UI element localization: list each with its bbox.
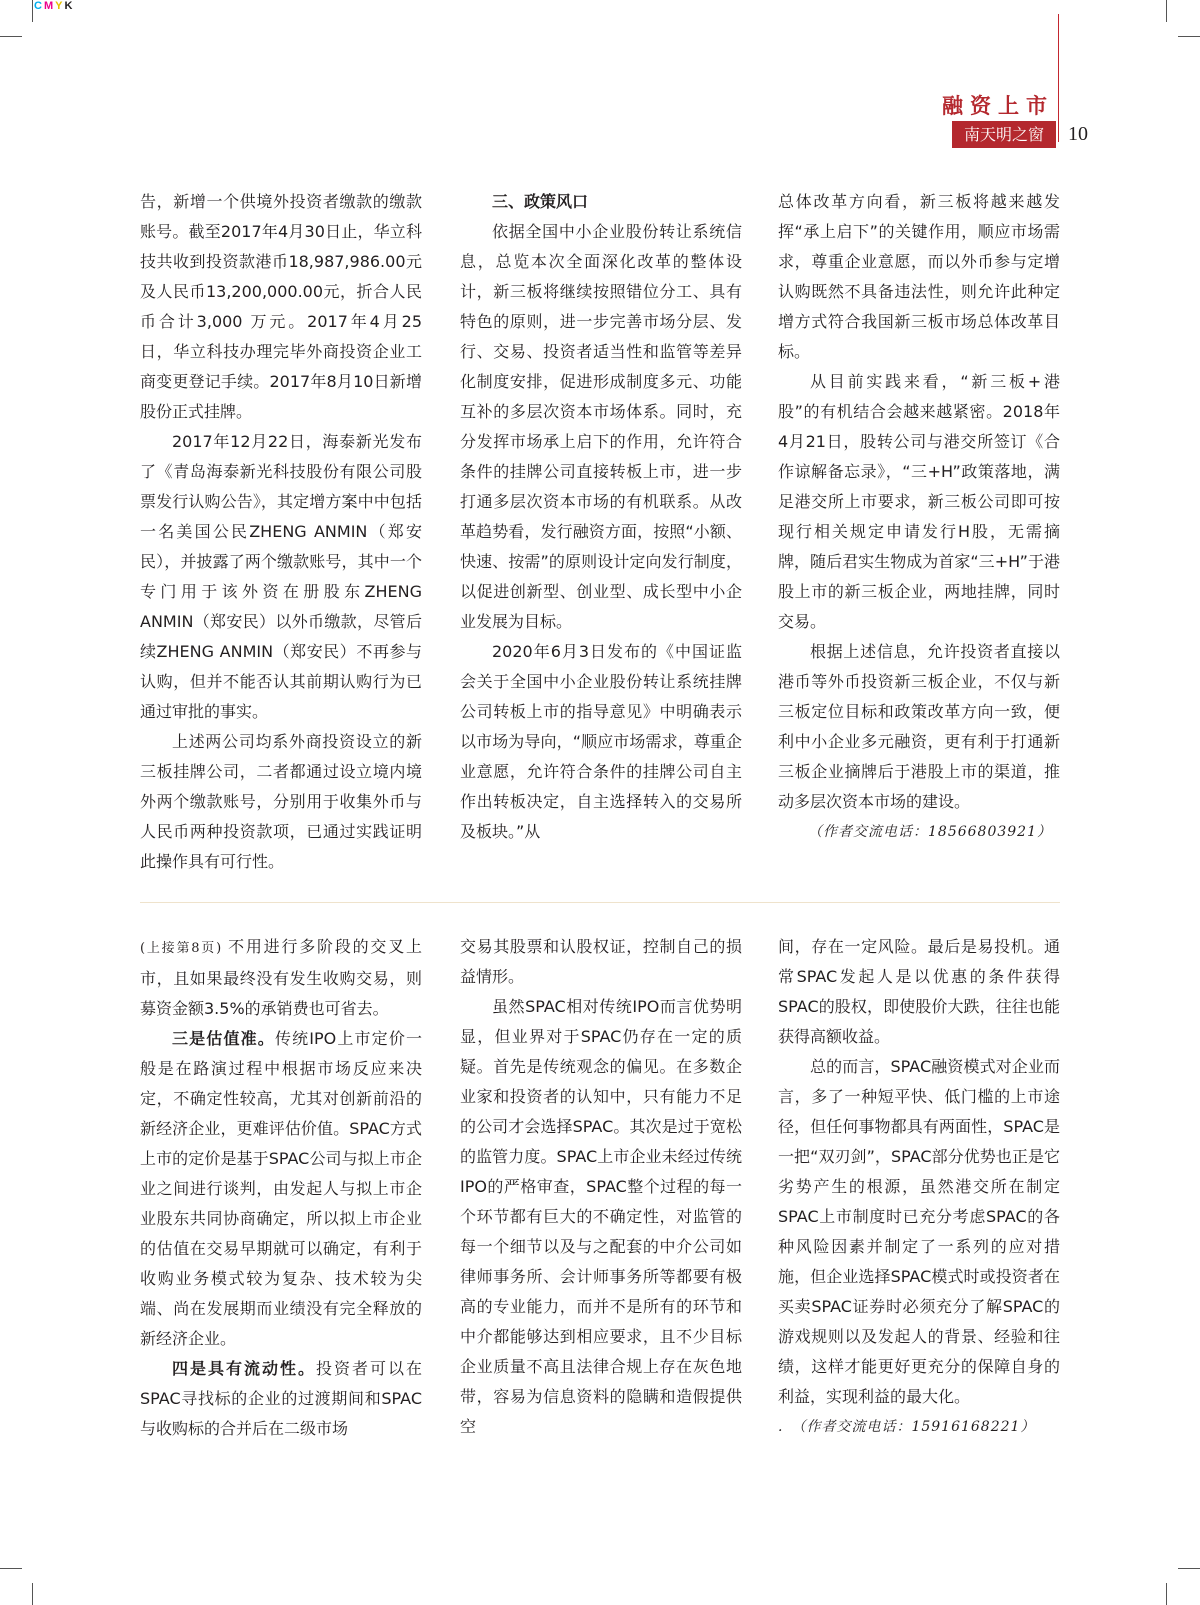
- paragraph: 2017年12月22日，海泰新光发布了《青岛海泰新光科技股份有限公司股票发行认购公告》，其定增方案中中包括一名美国公民ZHENG ANMIN（郑安民），并披露了两个缴款账号，其中一个专门用于该外资在册股东ZHENG ANMIN（郑安民）以外币缴款，尽管后续ZHENG ANMIN（郑安民）不再参与认购，但并不能否认其前期认购行为已通过审批的事实。: [140, 432, 422, 721]
- paragraph: 从目前实践来看，“新三板+港股”的有机结合会越来越紧密。2018年4月21日，股转公司与港交所签订《合作谅解备忘录》，“三+H”政策落地，满足港交所上市要求，新三板公司即可按现行相关规定申请发行H股，无需摘牌，随后君实生物成为首家“三+H”于港股上市的新三板企业，两地挂牌，同时交易。: [778, 372, 1060, 631]
- paragraph: 间，存在一定风险。最后是易投机。通常SPAC发起人是以优惠的条件获得SPAC的股权，即使股价大跌，往往也能获得高额收益。: [778, 937, 1060, 1046]
- cmyk-y: Y: [55, 0, 65, 12]
- crop-mark: [0, 36, 22, 37]
- continued-note: (上接第8页): [140, 941, 222, 956]
- point-lead: 四是具有流动性。: [172, 1359, 316, 1378]
- author-contact: （作者交流电话：18566803921）: [808, 824, 1052, 840]
- paragraph: 总体改革方向看，新三板将越来越发挥“承上启下”的关键作用，顺应市场需求，尊重企业意愿，而以外币参与定增认购既然不具备违法性，则允许此种定增方式符合我国新三板市场总体改革目标。: [778, 192, 1060, 361]
- section-divider: [140, 902, 1060, 903]
- paragraph-text: 投资者可以在SPAC寻找标的企业的过渡期间和SPAC与收购标的合并后在二级市场: [140, 1359, 422, 1438]
- crop-mark: [32, 1583, 33, 1605]
- bottom-column-1: [140, 932, 422, 1444]
- paragraph: 总的而言，SPAC融资模式对企业而言，多了一种短平快、低门槛的上市途径，但任何事物都具有两面性，SPAC是一把“双刃剑”，SPAC部分优势也正是它劣势产生的根源，虽然港交所在制定SPAC上市制度时已充分考虑SPAC的各种风险因素并制定了一系列的应对措施，但企业选择SPAC模式时或投资者在买卖SPAC证券时必须充分了解SPAC的游戏规则以及发起人的背景、经验和往绩，这样才能更好更充分的保障自身的利益，实现利益的最大化。: [778, 1057, 1060, 1406]
- paragraph: 依据全国中小企业股份转让系统信息，总览本次全面深化改革的整体设计，新三板将继续按照错位分工、具有特色的原则，进一步完善市场分层、发行、交易、投资者适当性和监管等差异化制度安排，促进形成制度多元、功能互补的多层次资本市场体系。同时，充分发挥市场承上启下的作用，允许符合条件的挂牌公司直接转板上市，进一步打通多层次资本市场的有机联系。从改革趋势看，发行融资方面，按照“小额、快速、按需”的原则设计定向发行制度，以促进创新型、创业型、成长型中小企业发展为目标。: [460, 222, 742, 631]
- paragraph: 根据上述信息，允许投资者直接以港币等外币投资新三板企业，不仅与新三板定位目标和政策改革方向一致，便利中小企业多元融资，更有利于打通新三板企业摘牌后于港股上市的渠道，推动多层次资本市场的建设。: [778, 642, 1060, 811]
- paragraph: 虽然SPAC相对传统IPO而言优势明显，但业界对于SPAC仍存在一定的质疑。首先是传统观念的偏见。在多数企业家和投资者的认知中，只有能力不足的公司才会选择SPAC。其次是过于宽松的监管力度。SPAC上市企业未经过传统IPO的严格审查，SPAC整个过程的每一个环节都有巨大的不确定性，对监管的每一个细节以及与之配套的中介公司如律师事务所、会计师事务所等都要有极高的专业能力，而并不是所有的环节和中介都能够达到相应要求，且不少目标企业质量不高且法律合规上存在灰色地带，容易为信息资料的隐瞒和造假提供空: [460, 997, 742, 1436]
- paragraph-text: 传统IPO上市定价一般是在路演过程中根据市场反应来决定，不确定性较高，尤其对创新前沿的新经济企业，更难评估价值。SPAC方式上市的定价是基于SPAC公司与拟上市企业之间进行谈判，由发起人与拟上市企业股东共同协商确定，所以拟上市企业的估值在交易早期就可以确定，有利于收购业务模式较为复杂、技术较为尖端、尚在发展期而业绩没有完全释放的新经济企业。: [140, 1029, 422, 1348]
- paragraph: 上述两公司均系外商投资设立的新三板挂牌公司，二者都通过设立境内境外两个缴款账号，分别用于收集外币与人民币两种投资款项，已通过实践证明此操作具有可行性。: [140, 732, 422, 871]
- bottom-column-2: [460, 932, 742, 1442]
- paragraph: 告，新增一个供境外投资者缴款的缴款账号。截至2017年4月30日止，华立科技共收到投资款港币18,987,986.00元及人民币13,200,000.00元，折合人民币合计3,000 万元。2017年4月25日，华立科技办理完毕外商投资企业工商变更登记手续。2017年8月10日新增股份正式挂牌。: [140, 192, 422, 421]
- cmyk-k: K: [64, 0, 75, 12]
- cmyk-print-mark: [34, 0, 74, 12]
- paragraph: 2020年6月3日发布的《中国证监会关于全国中小企业股份转让系统挂牌公司转板上市的指导意见》中明确表示以市场为导向，“顺应市场需求，尊重企业意愿，允许符合条件的挂牌公司自主作出转板决定，自主选择转入的交易所及板块。”从: [460, 642, 742, 841]
- header-rule: [1058, 14, 1059, 142]
- crop-mark: [1166, 0, 1167, 22]
- crop-mark: [1178, 1568, 1200, 1569]
- point-lead: 三是估值准。: [172, 1029, 275, 1048]
- section-title: 融资上市: [942, 94, 1054, 118]
- column-brand: 南天明之窗: [952, 121, 1056, 148]
- paragraph-text: 不用进行多阶段的交叉上市，且如果最终没有发生收购交易，则募资金额3.5%的承销费也可省去。: [140, 937, 422, 1018]
- paragraph: [140, 1354, 422, 1444]
- bottom-column-3: [778, 932, 1060, 1442]
- paragraph: [140, 932, 422, 1024]
- section-heading: 三、政策风口: [492, 192, 589, 211]
- crop-mark: [1178, 36, 1200, 37]
- crop-mark: [1166, 1583, 1167, 1605]
- cmyk-m: M: [43, 0, 56, 12]
- author-contact: . （作者交流电话：15916168221）: [778, 1419, 1036, 1435]
- top-column-1: [140, 187, 422, 877]
- top-column-2: [460, 187, 742, 847]
- crop-mark: [32, 0, 33, 22]
- top-column-3: [778, 187, 1060, 847]
- cmyk-c: C: [34, 0, 44, 12]
- paragraph: [140, 1024, 422, 1354]
- crop-mark: [0, 1568, 22, 1569]
- paragraph: 交易其股票和认股权证，控制自己的损益情形。: [460, 937, 742, 986]
- page-number: 10: [1068, 123, 1088, 145]
